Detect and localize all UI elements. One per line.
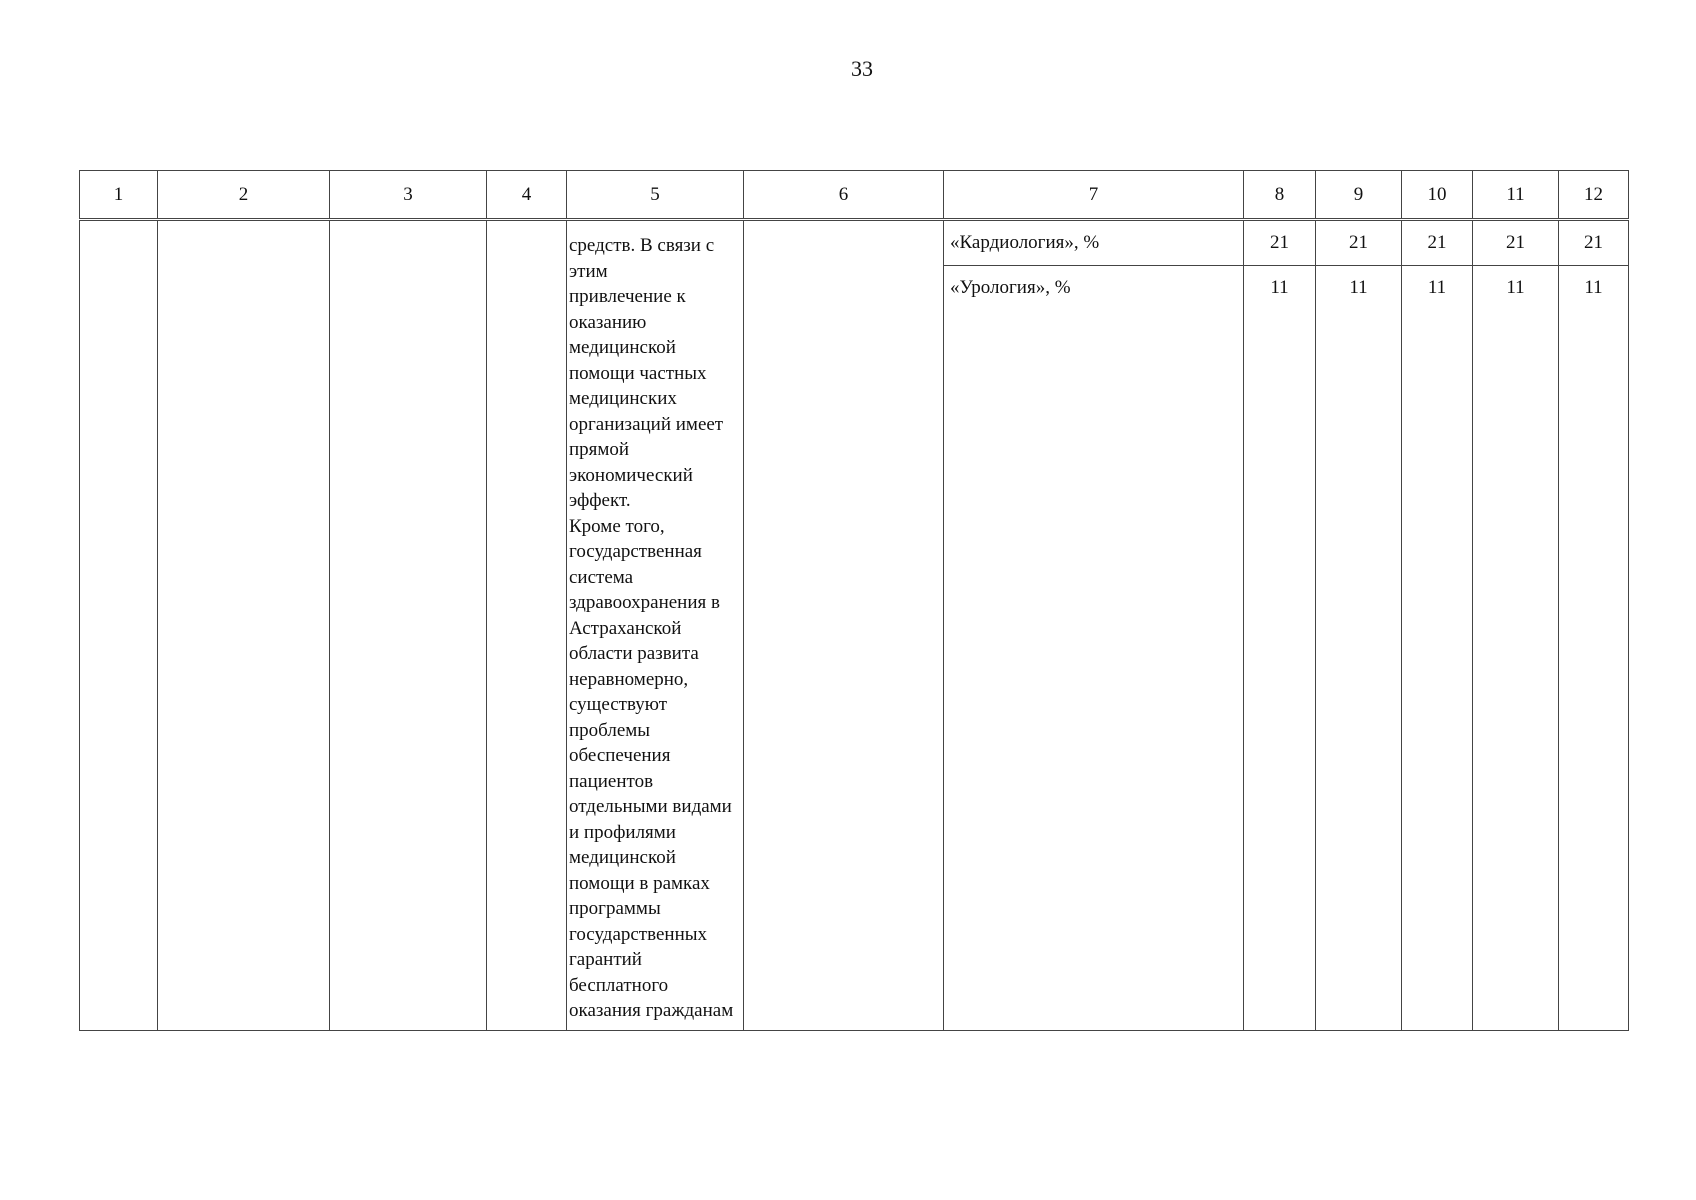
empty-cell [1402, 310, 1473, 1030]
column-header: 12 [1559, 171, 1629, 220]
column-header: 6 [744, 171, 944, 220]
indicator-value: 21 [1473, 220, 1559, 266]
column-header: 2 [158, 171, 330, 220]
empty-cell [487, 220, 567, 1031]
indicator-value: 21 [1244, 220, 1316, 266]
column-header: 1 [80, 171, 158, 220]
column-header: 10 [1402, 171, 1473, 220]
indicator-label: «Кардиология», % [944, 220, 1244, 266]
indicator-value: 11 [1316, 266, 1402, 311]
empty-cell [1473, 310, 1559, 1030]
column-header: 9 [1316, 171, 1402, 220]
page-number: 33 [851, 56, 873, 81]
column-header: 11 [1473, 171, 1559, 220]
empty-cell [80, 220, 158, 1031]
indicator-value: 11 [1402, 266, 1473, 311]
column-number-row [80, 171, 1629, 220]
column-header: 4 [487, 171, 567, 220]
empty-cell [744, 220, 944, 1031]
empty-cell [944, 310, 1244, 1030]
indicator-value: 21 [1402, 220, 1473, 266]
indicator-value: 21 [1316, 220, 1402, 266]
column-header: 8 [1244, 171, 1316, 220]
column-header: 5 [567, 171, 744, 220]
empty-cell [330, 220, 487, 1031]
column-header: 7 [944, 171, 1244, 220]
empty-cell [158, 220, 330, 1031]
column-header: 3 [330, 171, 487, 220]
description-cell [567, 220, 744, 1031]
indicator-value: 11 [1559, 266, 1629, 311]
indicator-value: 11 [1244, 266, 1316, 311]
empty-cell [1316, 310, 1402, 1030]
table-row [80, 220, 1629, 266]
indicator-value: 21 [1559, 220, 1629, 266]
description-text: средств. В связи с этим привлечение к оказанию медицинской помощи частных медицинских организаций имеет прямой экономический эффект. Кроме того, государственная система здравоохранения в Астраханской области развита неравномерно, существуют проблемы обеспечения пациентов отдельными видами и профилями медицинской помощи в рамках программы государственных гарантий бесплатного оказания гражданам [569, 235, 734, 1021]
indicator-label: «Урология», % [944, 266, 1244, 311]
indicator-value: 11 [1473, 266, 1559, 311]
empty-cell [1559, 310, 1629, 1030]
indicators-table [79, 170, 1629, 1031]
empty-cell [1244, 310, 1316, 1030]
